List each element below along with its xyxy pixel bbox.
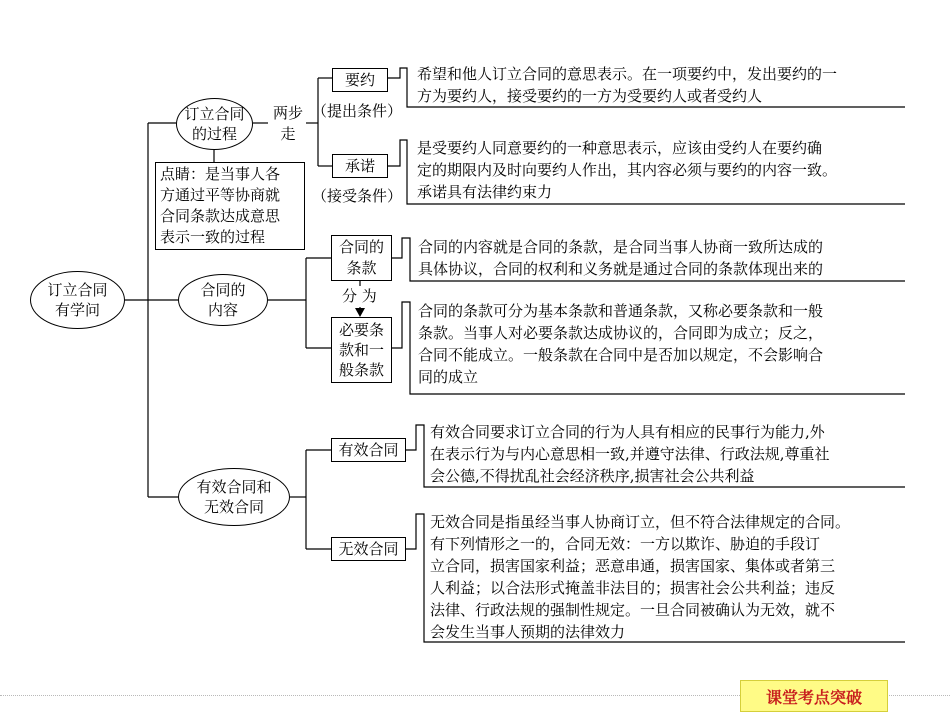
desc-line: 方为要约人，接受要约的一方为受要约人或者受约人 — [417, 87, 763, 105]
desc-line: 在表示行为与内心意思相一致,并遵守法律、行政法规,尊重社 — [430, 445, 830, 463]
desc-line: 有效合同要求订立合同的行为人具有相应的民事行为能力,外 — [430, 423, 825, 441]
kinds-line: 般条款 — [338, 361, 384, 379]
desc-line: 希望和他人订立合同的意思表示。在一项要约中，发出要约的一 — [417, 65, 838, 83]
note-line: 表示一致的过程 — [160, 228, 266, 246]
acceptance-box: 承诺 — [332, 154, 388, 178]
steps-label: 两步走 — [272, 104, 303, 143]
kinds-line: 必要条 — [338, 321, 384, 339]
arrow-head-icon — [355, 308, 365, 317]
root-label: 订立合同有学问 — [47, 281, 108, 319]
kinds-desc — [418, 300, 908, 388]
desc-line: 有下列情形之一的，合同无效：一方以欺诈、胁迫的手段订 — [430, 535, 821, 553]
valid-box: 有效合同 — [331, 438, 406, 462]
desc-line: 会公德,不得扰乱社会经济秩序,损害社会公共利益 — [430, 467, 755, 485]
desc-line: 同的成立 — [418, 368, 479, 386]
offer-box: 要约 — [332, 68, 388, 92]
desc-line: 合同的内容就是合同的条款，是合同当事人协商一致所达成的 — [418, 238, 824, 256]
root-node — [30, 271, 125, 329]
offer-desc — [417, 63, 907, 107]
desc-line: 人利益；以合法形式掩盖非法目的；损害社会公共利益；违反 — [430, 579, 836, 597]
valid-desc — [430, 421, 910, 487]
offer-sub: （提出条件） — [312, 102, 403, 120]
desc-line: 具体协议，合同的权利和义务就是通过合同的条款体现出来的 — [418, 260, 824, 278]
validity-node — [178, 468, 290, 526]
footer-divider-left — [0, 695, 740, 696]
footer-badge[interactable]: 课堂考点突破 — [740, 680, 888, 712]
note-line: 方通过平等协商就 — [160, 186, 281, 204]
note-line: 合同条款达成意思 — [160, 207, 281, 225]
footer-divider-right — [886, 695, 950, 696]
desc-line: 合同的条款可分为基本条款和普通条款，又称必要条款和一般 — [418, 302, 824, 320]
desc-line: 定的期限内及时向要约人作出，其内容必须与要约的内容一致。 — [417, 161, 838, 179]
desc-line: 是受要约人同意要约的一种意思表示，应该由受约人在要约确 — [417, 139, 823, 157]
desc-line: 承诺具有法律约束力 — [417, 183, 553, 201]
process-node — [176, 98, 253, 150]
desc-line: 立合同，损害国家利益；恶意串通，损害国家、集体或者第三 — [430, 557, 836, 575]
desc-line: 法律、行政法规的强制性规定。一旦合同被确认为无效，就不 — [430, 601, 836, 619]
content-label: 合同的内容 — [200, 281, 246, 319]
desc-line: 条款。当事人对必要条款达成协议的，合同即为成立；反之， — [418, 324, 824, 342]
invalid-box: 无效合同 — [331, 537, 406, 561]
content-node — [178, 274, 268, 326]
process-label: 订立合同的过程 — [184, 105, 245, 143]
kinds-box — [331, 317, 392, 383]
acceptance-desc — [417, 137, 907, 203]
kinds-line: 款和一 — [338, 341, 384, 359]
terms-box: 合同的条款 — [331, 235, 392, 281]
split-label: 分 为 — [342, 287, 377, 305]
terms-desc — [418, 236, 908, 280]
acceptance-sub: （接受条件） — [312, 187, 403, 205]
note-line: 点睛：是当事人各 — [160, 165, 281, 183]
validity-label: 有效合同和无效合同 — [196, 478, 272, 516]
process-note-box — [155, 162, 305, 250]
invalid-desc — [430, 511, 910, 643]
desc-line: 会发生当事人预期的法律效力 — [430, 623, 626, 641]
desc-line: 无效合同是指虽经当事人协商订立，但不符合法律规定的合同。 — [430, 513, 851, 531]
desc-line: 合同不能成立。一般条款在合同中是否加以规定，不会影响合 — [418, 346, 824, 364]
